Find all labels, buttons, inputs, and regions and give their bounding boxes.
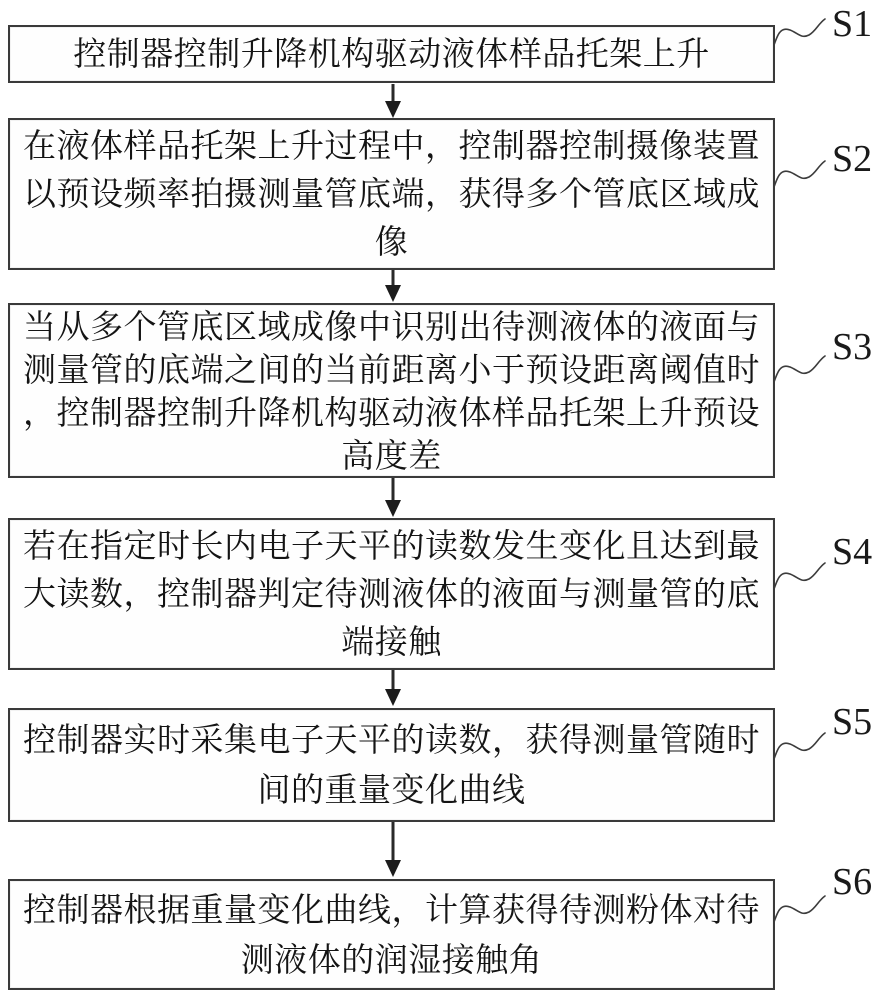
flow-step-4-text-line3: 端接触: [341, 622, 442, 661]
flow-step-1-box: [8, 25, 775, 83]
flow-step-4-text-line1: 若在指定时长内电子天平的读数发生变化且达到最: [23, 526, 760, 565]
leader-squiggle-s5: [773, 733, 825, 762]
flow-arrow-5: [385, 822, 401, 877]
step-label-s2: S2: [832, 138, 873, 180]
flow-step-5-text-line2: 间的重量变化曲线: [257, 770, 526, 809]
leader-squiggle-s6: [773, 896, 825, 925]
flow-step-2-text-line2: 以预设频率拍摄测量管底端，获得多个管底区域成: [23, 174, 760, 213]
flow-step-6-text-line2: 测液体的润湿接触角: [240, 939, 543, 979]
flow-step-6-box: [8, 879, 775, 990]
step-label-s4: S4: [832, 531, 873, 573]
flow-step-4-text-line2: 大读数，控制器判定待测液体的液面与测量管的底: [23, 574, 760, 613]
flow-step-1-text: 控制器控制升降机构驱动液体样品托架上升: [73, 34, 710, 73]
flow-step-3-text-line2: 测量管的底端之间的当前距离小于预设距离阈值时: [23, 349, 760, 389]
flow-step-6-text-line1: 控制器根据重量变化曲线，计算获得待测粉体对待: [23, 889, 760, 929]
flow-step-5-box: [8, 708, 775, 822]
step-label-s5: S5: [832, 701, 873, 743]
flow-step-3-text-line4: 高度差: [341, 435, 442, 475]
flow-arrow-3: [385, 478, 401, 517]
flow-step-3-text-line3: ，控制器控制升降机构驱动液体样品托架上升预设: [23, 392, 760, 432]
flow-arrow-2: [385, 270, 401, 302]
step-label-s6: S6: [832, 861, 873, 903]
leader-squiggle-s3: [773, 356, 825, 385]
flow-step-2-text-line1: 在液体样品托架上升过程中，控制器控制摄像装置: [23, 126, 760, 165]
flow-arrow-4: [385, 670, 401, 706]
leader-squiggle-s2: [773, 161, 825, 190]
step-label-s3: S3: [832, 326, 873, 368]
leader-squiggle-s1: [773, 19, 825, 48]
flow-step-3-text-line1: 当从多个管底区域成像中识别出待测液体的液面与: [23, 306, 760, 346]
step-label-s1: S1: [832, 3, 873, 45]
flow-step-4-box: [8, 518, 775, 670]
flow-step-5-text-line1: 控制器实时采集电子天平的读数，获得测量管随时: [23, 720, 760, 759]
flow-arrow-1: [385, 84, 401, 118]
flow-step-2-box: [8, 118, 775, 270]
leader-squiggle-s4: [773, 563, 825, 592]
flow-step-2-text-line3: 像: [374, 222, 409, 261]
flow-step-3-box: [8, 303, 775, 478]
